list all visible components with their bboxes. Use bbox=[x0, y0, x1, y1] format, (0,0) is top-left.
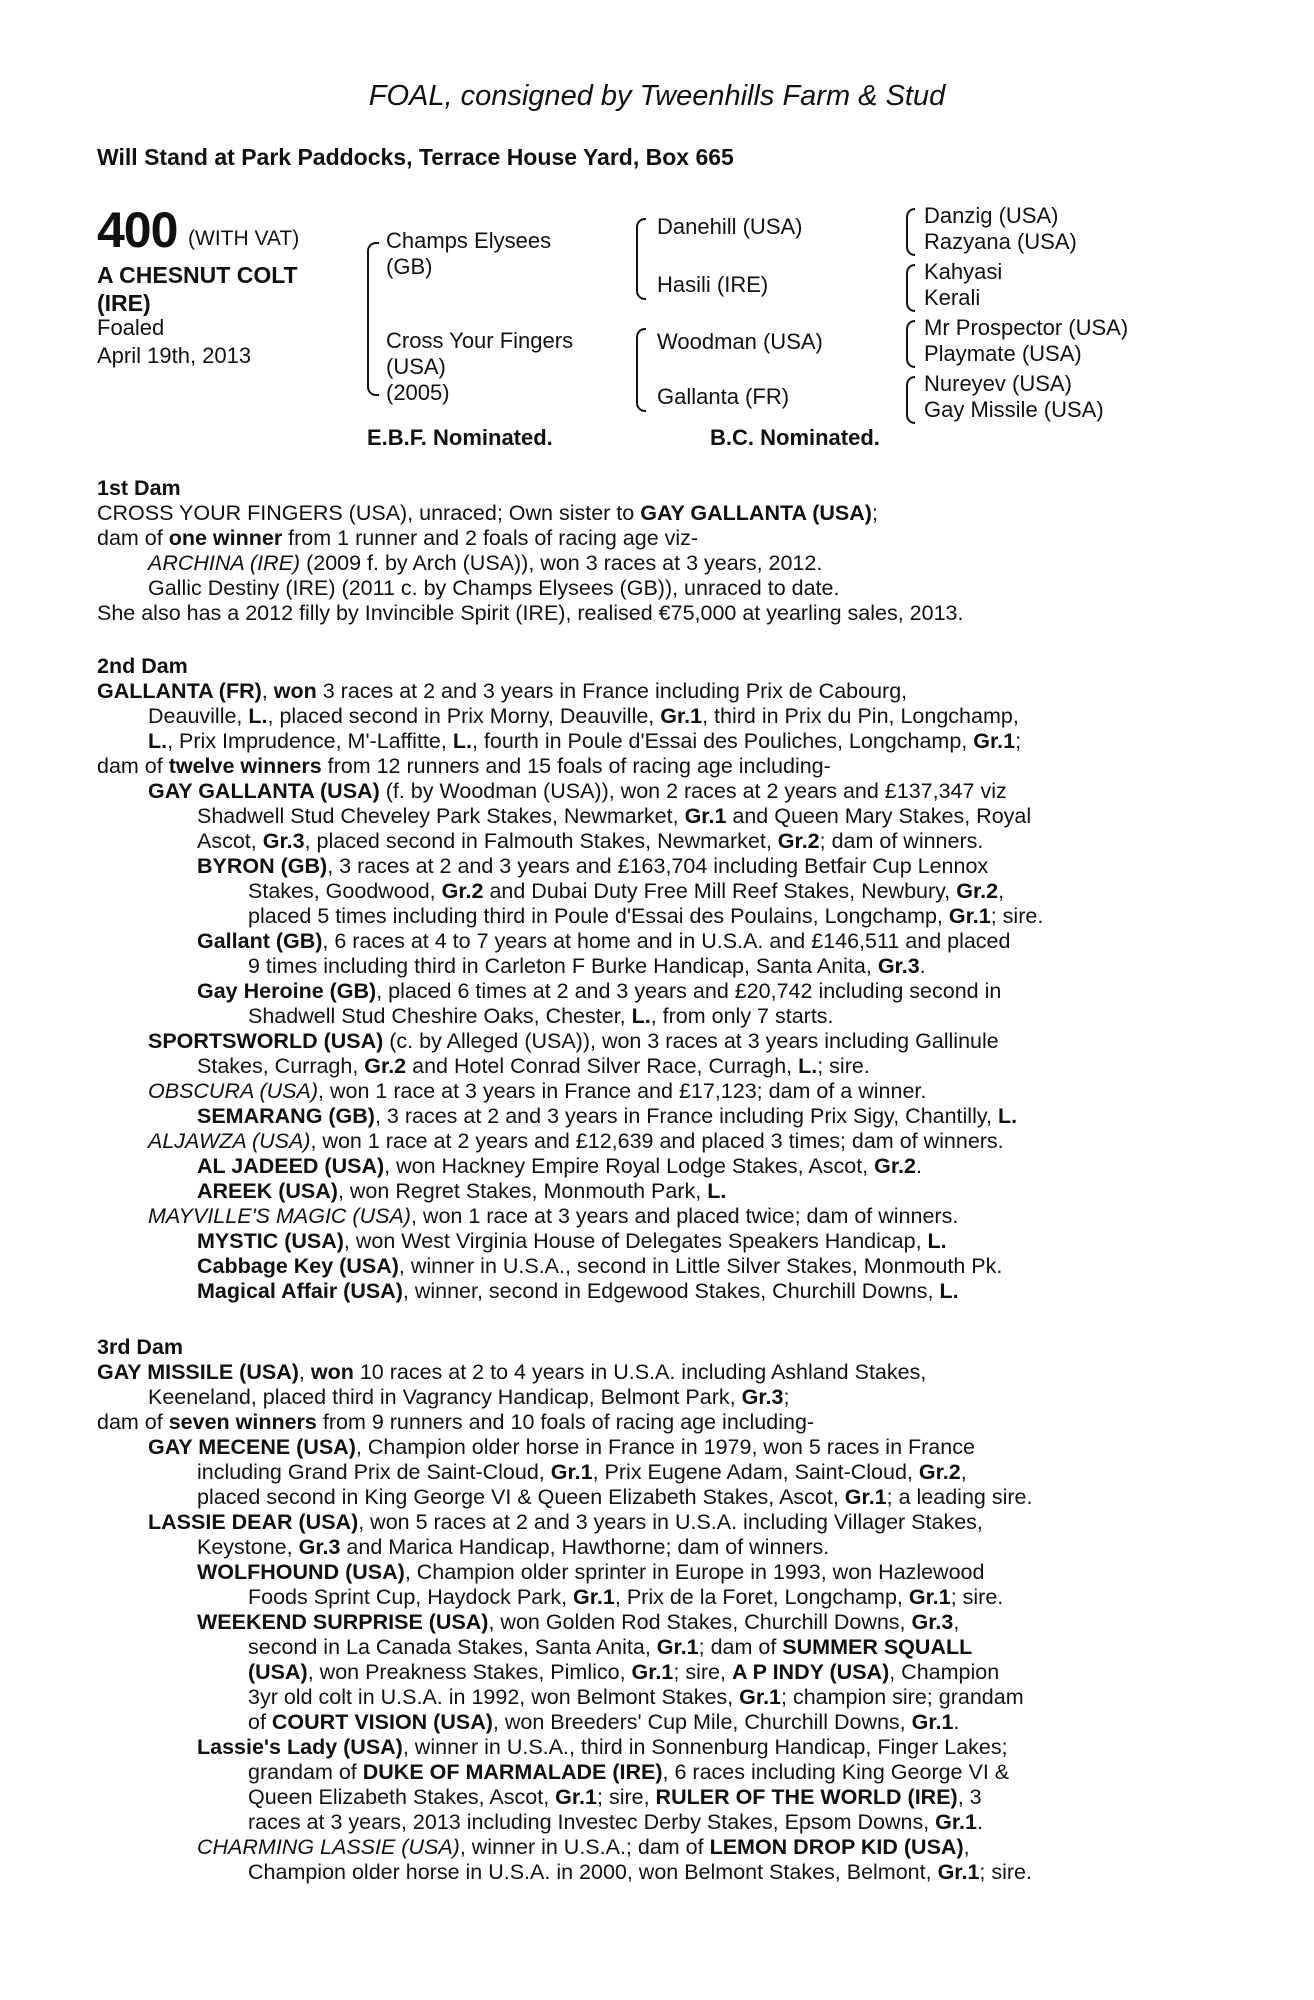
foaled-value: April 19th, 2013 bbox=[97, 343, 252, 368]
produce-line: WOLFHOUND (USA), Champion older sprinter in Europe in 1993, won Hazlewood bbox=[197, 1560, 985, 1584]
dam-line: dam of one winner from 1 runner and 2 foals of racing age viz- bbox=[97, 526, 699, 550]
produce-line: MYSTIC (USA), won West Virginia House of Delegates Speakers Handicap, L. bbox=[197, 1229, 947, 1253]
produce-line: AL JADEED (USA), won Hackney Empire Royal Lodge Stakes, Ascot, Gr.2. bbox=[197, 1154, 922, 1178]
produce-line: Shadwell Stud Cheveley Park Stakes, Newmarket, Gr.1 and Queen Mary Stakes, Royal bbox=[197, 804, 1032, 828]
dam-line: GAY MISSILE (USA), won 10 races at 2 to 4 years in U.S.A. including Ashland Stakes, bbox=[97, 1360, 927, 1384]
dam-line: CROSS YOUR FINGERS (USA), unraced; Own sister to GAY GALLANTA (USA); bbox=[97, 501, 878, 525]
pedigree-brace bbox=[367, 242, 379, 396]
lot-description-line2: (IRE) bbox=[97, 290, 151, 316]
produce-line: MAYVILLE'S MAGIC (USA), won 1 race at 3 years and placed twice; dam of winners. bbox=[148, 1204, 959, 1228]
bc-nomination: B.C. Nominated. bbox=[710, 425, 880, 450]
pedigree-brace bbox=[636, 328, 646, 412]
ebf-nomination: E.B.F. Nominated. bbox=[367, 425, 553, 450]
dam-dam-sire: Nureyev (USA) bbox=[924, 371, 1072, 396]
dam-dam: Gallanta (FR) bbox=[657, 384, 790, 409]
dam-sire-sire: Mr Prospector (USA) bbox=[924, 315, 1129, 340]
foaled-date bbox=[97, 314, 251, 370]
produce-line: SPORTSWORLD (USA) (c. by Alleged (USA)), won 3 races at 3 years including Gallinule bbox=[148, 1029, 999, 1053]
produce-line: (USA), won Preakness Stakes, Pimlico, Gr.1; sire, A P INDY (USA), Champion bbox=[248, 1660, 1000, 1684]
pedigree-brace bbox=[906, 320, 915, 368]
dam-dam-dam: Gay Missile (USA) bbox=[924, 397, 1104, 422]
produce-line: Gay Heroine (GB), placed 6 times at 2 and 3 years and £20,742 including second in bbox=[197, 979, 1002, 1003]
sire-country: (GB) bbox=[386, 254, 433, 279]
produce-line: placed second in King George VI & Queen Elizabeth Stakes, Ascot, Gr.1; a leading sire. bbox=[197, 1485, 1033, 1509]
section-heading: 3rd Dam bbox=[97, 1335, 184, 1359]
dam-sire-dam: Playmate (USA) bbox=[924, 341, 1082, 366]
produce-line: of COURT VISION (USA), won Breeders' Cup Mile, Churchill Downs, Gr.1. bbox=[248, 1710, 960, 1734]
dam-sire: Woodman (USA) bbox=[657, 329, 823, 354]
produce-line: LASSIE DEAR (USA), won 5 races at 2 and 3 years in U.S.A. including Villager Stakes, bbox=[148, 1510, 983, 1534]
produce-line: Cabbage Key (USA), winner in U.S.A., second in Little Silver Stakes, Monmouth Pk. bbox=[197, 1254, 1003, 1278]
produce-line: races at 3 years, 2013 including Investec Derby Stakes, Epsom Downs, Gr.1. bbox=[248, 1810, 983, 1834]
dam-line: Keeneland, placed third in Vagrancy Handicap, Belmont Park, Gr.3; bbox=[148, 1385, 790, 1409]
produce-line: Queen Elizabeth Stakes, Ascot, Gr.1; sire, RULER OF THE WORLD (IRE), 3 bbox=[248, 1785, 982, 1809]
dam-line: L., Prix Imprudence, M'-Laffitte, L., fourth in Poule d'Essai des Pouliches, Longchamp, Gr.1; bbox=[148, 729, 1022, 753]
pedigree-brace bbox=[906, 376, 915, 424]
dam-country: (USA) bbox=[386, 354, 446, 379]
produce-line: Stakes, Goodwood, Gr.2 and Dubai Duty Free Mill Reef Stakes, Newbury, Gr.2, bbox=[248, 879, 1005, 903]
vat-note: (WITH VAT) bbox=[188, 227, 300, 250]
sire-dam-sire: Kahyasi bbox=[924, 259, 1003, 284]
produce-line: 3yr old colt in U.S.A. in 1992, won Belmont Stakes, Gr.1; champion sire; grandam bbox=[248, 1685, 1024, 1709]
stand-location: Will Stand at Park Paddocks, Terrace House Yard, Box 665 bbox=[97, 144, 734, 170]
produce-line: Magical Affair (USA), winner, second in Edgewood Stakes, Churchill Downs, L. bbox=[197, 1279, 959, 1303]
dam-line: dam of seven winners from 9 runners and 10 foals of racing age including- bbox=[97, 1410, 815, 1434]
pedigree-brace bbox=[906, 208, 915, 256]
produce-line: Lassie's Lady (USA), winner in U.S.A., third in Sonnenburg Handicap, Finger Lakes; bbox=[197, 1735, 1008, 1759]
sire-sire: Danehill (USA) bbox=[657, 214, 803, 239]
produce-line: Foods Sprint Cup, Haydock Park, Gr.1, Prix de la Foret, Longchamp, Gr.1; sire. bbox=[248, 1585, 1004, 1609]
dam-year: (2005) bbox=[386, 380, 450, 405]
produce-line: Keystone, Gr.3 and Marica Handicap, Hawthorne; dam of winners. bbox=[197, 1535, 830, 1559]
sire-sire-sire: Danzig (USA) bbox=[924, 203, 1059, 228]
lot-number: 400 bbox=[97, 202, 178, 258]
produce-line: Champion older horse in U.S.A. in 2000, won Belmont Stakes, Belmont, Gr.1; sire. bbox=[248, 1860, 1032, 1884]
produce-line: Ascot, Gr.3, placed second in Falmouth Stakes, Newmarket, Gr.2; dam of winners. bbox=[197, 829, 984, 853]
lot-description bbox=[97, 261, 298, 317]
dam-line: GALLANTA (FR), won 3 races at 2 and 3 years in France including Prix de Cabourg, bbox=[97, 679, 908, 703]
produce-line: second in La Canada Stakes, Santa Anita, Gr.1; dam of SUMMER SQUALL bbox=[248, 1635, 973, 1659]
produce-line: Shadwell Stud Cheshire Oaks, Chester, L., from only 7 starts. bbox=[248, 1004, 834, 1028]
produce-line: placed 5 times including third in Poule d'Essai des Poulains, Longchamp, Gr.1; sire. bbox=[248, 904, 1044, 928]
produce-line: She also has a 2012 filly by Invincible Spirit (IRE), realised €75,000 at yearling sales, 2013. bbox=[97, 601, 964, 625]
produce-line: GAY GALLANTA (USA) (f. by Woodman (USA)), won 2 races at 2 years and £137,347 viz bbox=[148, 779, 1007, 803]
dam-line: dam of twelve winners from 12 runners and 15 foals of racing age including- bbox=[97, 754, 831, 778]
section-heading: 1st Dam bbox=[97, 476, 181, 500]
sire-sire-dam: Razyana (USA) bbox=[924, 229, 1077, 254]
lot-description-line1: A CHESNUT COLT bbox=[97, 262, 298, 288]
sire-dam: Hasili (IRE) bbox=[657, 272, 769, 297]
produce-line: BYRON (GB), 3 races at 2 and 3 years and £163,704 including Betfair Cup Lennox bbox=[197, 854, 989, 878]
produce-line: 9 times including third in Carleton F Burke Handicap, Santa Anita, Gr.3. bbox=[248, 954, 926, 978]
produce-line: ARCHINA (IRE) (2009 f. by Arch (USA)), won 3 races at 3 years, 2012. bbox=[148, 551, 823, 575]
produce-line: ALJAWZA (USA), won 1 race at 2 years and £12,639 and placed 3 times; dam of winners. bbox=[148, 1129, 1004, 1153]
foaled-label: Foaled bbox=[97, 315, 165, 340]
sire-dam-dam: Kerali bbox=[924, 285, 981, 310]
sire-name: Champs Elysees bbox=[386, 228, 552, 253]
produce-line: CHARMING LASSIE (USA), winner in U.S.A.; dam of LEMON DROP KID (USA), bbox=[197, 1835, 970, 1859]
produce-line: Stakes, Curragh, Gr.2 and Hotel Conrad Silver Race, Curragh, L.; sire. bbox=[197, 1054, 870, 1078]
produce-line: WEEKEND SURPRISE (USA), won Golden Rod Stakes, Churchill Downs, Gr.3, bbox=[197, 1610, 960, 1634]
produce-line: AREEK (USA), won Regret Stakes, Monmouth Park, L. bbox=[197, 1179, 727, 1203]
pedigree-brace bbox=[636, 218, 646, 300]
produce-line: grandam of DUKE OF MARMALADE (IRE), 6 races including King George VI & bbox=[248, 1760, 1010, 1784]
consignor-line: FOAL, consigned by Tweenhills Farm & Stud bbox=[368, 80, 946, 112]
pedigree-brace bbox=[906, 264, 915, 312]
produce-line: including Grand Prix de Saint-Cloud, Gr.1, Prix Eugene Adam, Saint-Cloud, Gr.2, bbox=[197, 1460, 967, 1484]
produce-line: SEMARANG (GB), 3 races at 2 and 3 years in France including Prix Sigy, Chantilly, L. bbox=[197, 1104, 1018, 1128]
section-heading: 2nd Dam bbox=[97, 654, 188, 678]
produce-line: OBSCURA (USA), won 1 race at 3 years in France and £17,123; dam of a winner. bbox=[148, 1079, 927, 1103]
produce-line: Gallant (GB), 6 races at 4 to 7 years at home and in U.S.A. and £146,511 and placed bbox=[197, 929, 1011, 953]
dam-line: Deauville, L., placed second in Prix Morny, Deauville, Gr.1, third in Prix du Pin, Longchamp, bbox=[148, 704, 1019, 728]
produce-line: Gallic Destiny (IRE) (2011 c. by Champs Elysees (GB)), unraced to date. bbox=[148, 576, 840, 600]
dam-name: Cross Your Fingers bbox=[386, 328, 574, 353]
produce-line: GAY MECENE (USA), Champion older horse in France in 1979, won 5 races in France bbox=[148, 1435, 975, 1459]
